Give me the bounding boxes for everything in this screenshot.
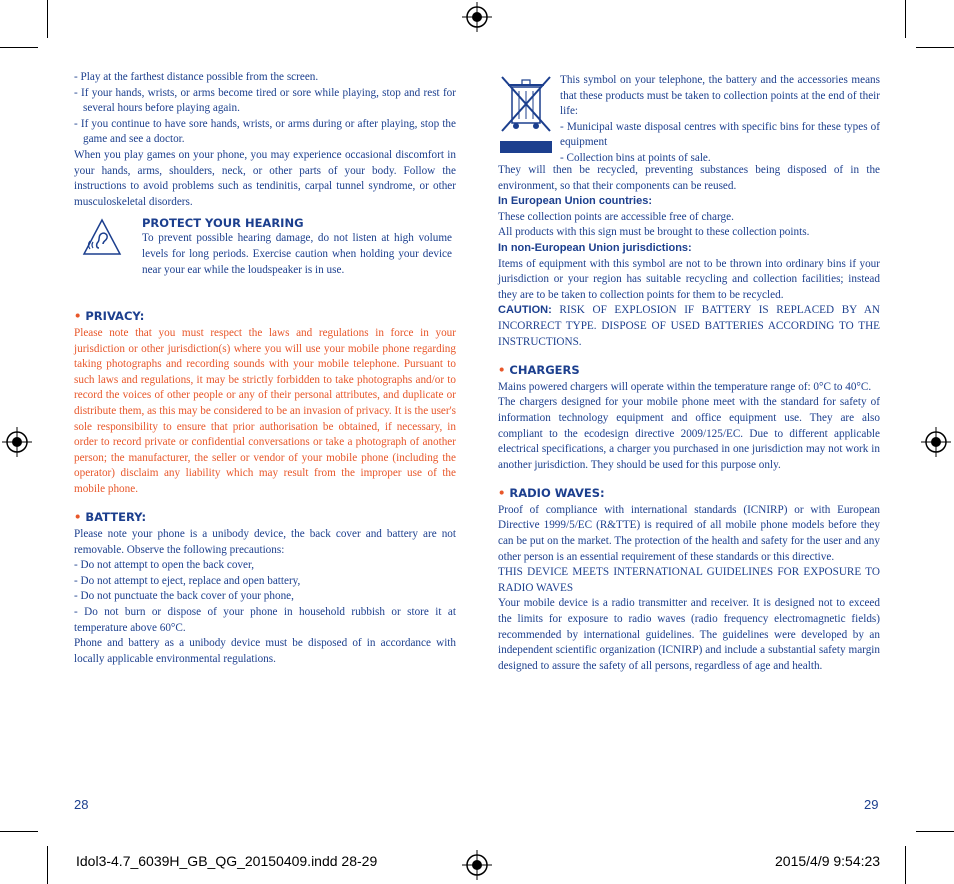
caution-text: RISK OF EXPLOSION IF BATTERY IS REPLACED BY AN INCORRECT TYPE. DISPOSE OF USED BATTERIES ACCORDING TO THE INSTRUCTIONS.: [498, 304, 880, 348]
chargers-text: Mains powered chargers will operate within the temperature range of: 0°C to 40°C.: [498, 380, 872, 393]
crop-mark: [0, 831, 38, 832]
bullet-dot: •: [74, 309, 82, 324]
battery-item: - Do not punctuate the back cover of your phone,: [74, 590, 294, 603]
right-page: [498, 73, 880, 674]
recycle-paragraph: They will then be recycled, preventing substances being disposed of in the environment, so that their components can be reused.: [498, 164, 880, 192]
hearing-text: To prevent possible hearing damage, do not listen at high volume levels for long periods. Exercise caution when holding your device near your ear while the loudspeaker is in use.: [142, 232, 452, 276]
battery-heading: [74, 510, 456, 526]
radio-text: Proof of compliance with international standards (ICNIRP) or with European Directive 1999/5/EC (R&TTE) is required of all mobile phone models before they can be put on the market. The protection of the health and safety for the user and any other person is an essential requirement of these standards or this directive.: [498, 503, 880, 563]
radio-text: THIS DEVICE MEETS INTERNATIONAL GUIDELINES FOR EXPOSURE TO RADIO WAVES: [498, 566, 880, 594]
registration-mark-icon: [462, 2, 492, 32]
bin-text: This symbol on your telephone, the battery and the accessories means that these products must be taken to collection points at the end of their life:: [560, 74, 880, 118]
crop-mark: [47, 0, 48, 38]
battery-item: - Do not attempt to eject, replace and open battery,: [74, 574, 301, 587]
non-eu-text: Items of equipment with this symbol are not to be thrown into ordinary bins if your jurisdiction or your region has suitable recycling and collection facilities; instead they are to be taken to collection points for them to be recycled.: [498, 257, 880, 301]
crop-mark: [916, 831, 954, 832]
crop-mark: [905, 0, 906, 38]
left-page: [74, 70, 456, 667]
registration-mark-icon: [921, 427, 951, 457]
privacy-title: PRIVACY:: [85, 309, 145, 324]
caution-label: CAUTION:: [498, 304, 552, 317]
bin-item: - Municipal waste disposal centres with specific bins for these types of equipment: [560, 120, 880, 149]
hearing-notice: [74, 216, 456, 296]
registration-mark-icon: [462, 850, 492, 880]
page-number-right: 29: [864, 797, 879, 812]
play-bullet: - Play at the farthest distance possible from the screen.: [74, 71, 319, 83]
non-eu-heading: In non-European Union jurisdictions:: [498, 241, 692, 254]
play-paragraph: When you play games on your phone, you may experience occasional discomfort in your hands, arms, shoulders, neck, or other parts of your body. Follow the instructions to avoid problems such as tendinitis, carpal tunnel syndrome, or other musculoskeletal disorders.: [74, 148, 456, 208]
crop-mark: [916, 47, 954, 48]
battery-item: - Do not burn or dispose of your phone in household rubbish or store it at temperature above 60°C.: [74, 606, 456, 634]
footer-filename: Idol3-4.7_6039H_GB_QG_20150409.indd 28-29: [76, 853, 378, 869]
play-bullet: - If your hands, wrists, or arms become tired or sore while playing, stop and rest for several hours before playing again.: [74, 86, 456, 115]
battery-title: BATTERY:: [85, 510, 147, 525]
footer-timestamp: 2015/4/9 9:54:23: [775, 853, 881, 869]
bullet-dot: •: [74, 510, 82, 525]
hearing-title: PROTECT YOUR HEARING: [142, 216, 304, 231]
chargers-text: The chargers designed for your mobile phone meet with the standard for safety of information technology equipment and office equipment use. They are also compliant to the ecodesign directive 2009/125/EC. Due to different applicable electrical specifications, a charger you purchased in one jurisdiction may not work in another jurisdiction. They should be used for this purpose only.: [498, 396, 880, 471]
crop-mark: [47, 846, 48, 884]
disposal-notice: [498, 73, 880, 163]
caution-paragraph: [498, 303, 880, 350]
radio-text: Your mobile device is a radio transmitter and receiver. It is designed not to exceed the limits for exposure to radio waves (radio frequency electromagnetic fields) recommended by international guidelines. The guidelines were developed by an independent scientific organization (ICNIRP) and include a substantial safety margin designed to assure the safety of all persons, regardless of age and health.: [498, 597, 880, 672]
play-bullet: - If you continue to have sore hands, wrists, or arms during or after playing, stop the game and see a doctor.: [74, 117, 456, 146]
radio-heading: [498, 486, 880, 502]
battery-outro: Phone and battery as a unibody device must be disposed of in accordance with locally applicable environmental regulations.: [74, 637, 456, 665]
radio-title: RADIO WAVES:: [509, 486, 605, 501]
bin-item: - Collection bins at points of sale.: [560, 151, 711, 164]
chargers-title: CHARGERS: [509, 363, 580, 378]
bullet-dot: •: [498, 363, 506, 378]
page-number-left: 28: [74, 797, 89, 812]
eu-line: All products with this sign must be brought to these collection points.: [498, 226, 810, 239]
registration-mark-icon: [2, 427, 32, 457]
eu-heading: In European Union countries:: [498, 195, 653, 208]
crop-mark: [905, 846, 906, 884]
bullet-dot: •: [498, 486, 506, 501]
crossed-bin-icon: [498, 73, 554, 155]
privacy-heading: [74, 309, 456, 325]
crop-mark: [0, 47, 38, 48]
battery-intro: Please note your phone is a unibody device, the back cover and battery are not removable. Observe the following precautions:: [74, 528, 456, 556]
chargers-heading: [498, 363, 880, 379]
ear-icon: [82, 218, 122, 258]
privacy-text: Please note that you must respect the laws and regulations in force in your jurisdiction or other jurisdiction(s) where you will use your mobile phone regarding taking photographs and recording sounds with your mobile telephone. Pursuant to such laws and regulations, it may be strictly forbidden to take photographs and/or to record the voices of other people or any of their personal attributes, and duplicate or distribute them, as this may be considered to be an invasion of privacy. It is the user's sole responsibility to ensure that prior authorisation be obtained, if necessary, in order to record private or confidential conversations or take a photograph of another person; the manufacturer, the seller or vendor of your mobile phone (including the operator) disclaim any liability which may result from the improper use of the mobile phone.: [74, 326, 456, 495]
battery-item: - Do not attempt to open the back cover,: [74, 559, 255, 572]
eu-line: These collection points are accessible free of charge.: [498, 210, 734, 223]
